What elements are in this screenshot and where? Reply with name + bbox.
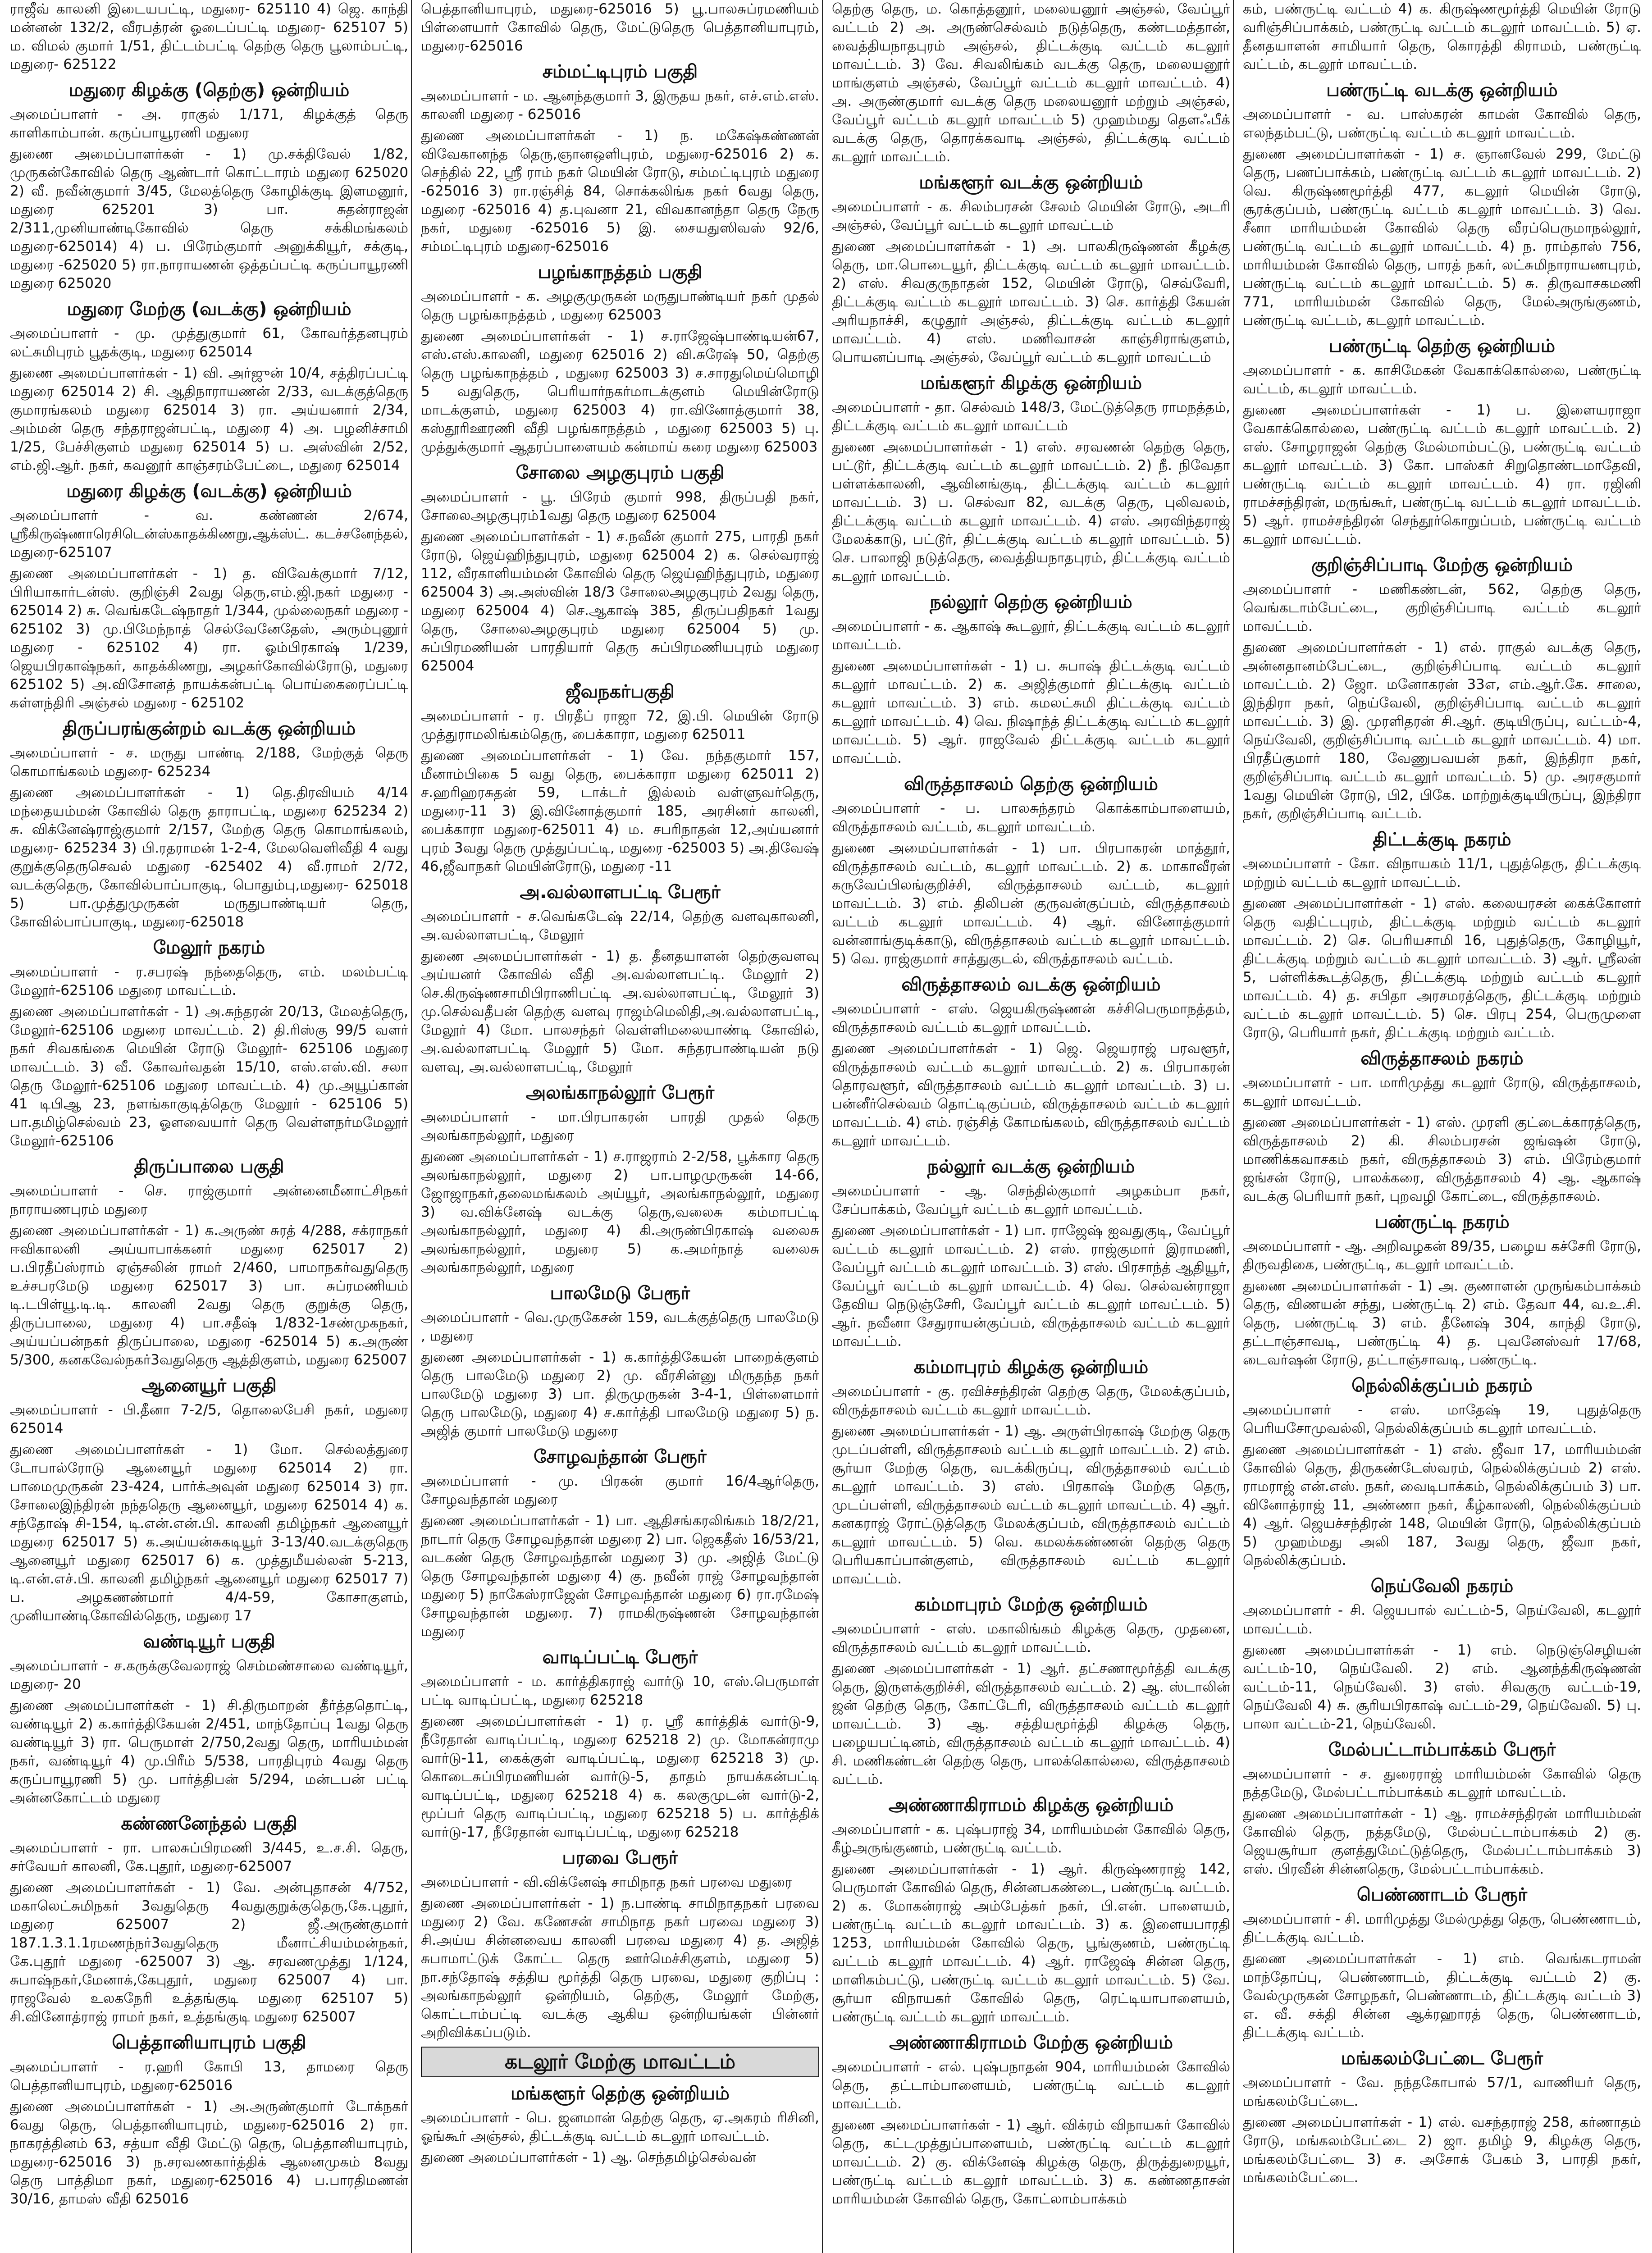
section-heading: மங்கலம்பேட்டை பேரூர் <box>1341 2048 1543 2069</box>
member-listing: துணை அமைப்பாளர்கள் - 1) எஸ். முரளி குட்டைக்காரத்தெரு, விருத்தாசலம் 2) கி. சிலம்பரசன் ஜங்ஷன் ரோடு, மாணிக்கவாசகம் நகர், விருத்தாசலம் 3) எம். பிரேம்குமார் ஜங்சன் ரோடு, பாலக்கரை, விருத்தாசலம் 4) ஆ. ஆகாஷ் வடக்கு பெரியார் நகர், புறவழி கோட்டை, விருத்தாசலம். <box>1243 1114 1641 1204</box>
member-listing: அமைப்பாளர் - க. ஆகாஷ் கூடலூர், திட்டக்குடி வட்டம் கடலூர் மாவட்டம். <box>832 618 1230 653</box>
member-listing: துணை அமைப்பாளர்கள் - 1) மு.சக்திவேல் 1/82, முருகன்கோவில் தெரு ஆண்டார் கொட்டாரம் மதுரை 625020 2) வீ. நவீன்குமார் 3/45, மேலத்தெரு கோழிக்குடி இளமனூர், மதுரை 625201 3) பா. சுதன்ராஜன் 2/311,முனியாண்டிகோவில் தெரு சக்கிமங்கலம் மதுரை-625014) 4) ப. பிரேம்குமார் அனுக்கியூர், சக்குடி, மதுரை -625020 5) ரா.நாராயணன் ஒத்தப்பட்டி கருப்பாயூரணி மதுரை 625020 <box>10 146 408 292</box>
member-listing: தெற்கு தெரு, ம. கொத்தனூர், மலையனூர் அஞ்சல், வேப்பூர் வட்டம் 2) அ. அருண்செல்வம் நடுத்தெரு, கண்டமத்தான், வைத்தியநாதபுரம் அஞ்சல், திட்டக்குடி வட்டம் கடலூர் மாவட்டம். 3) வே. சிவலிங்கம் வடக்கு தெரு, மலையனூர் மாங்குளம் அஞ்சல், வேப்பூர் வட்டம் கடலூர் மாவட்டம். 4) அ. அருண்குமார் வடக்கு தெரு மலையனூர் மற்றும் அஞ்சல், வேப்பூர் வட்டம் கடலூர் மாவட்டம் 5) முஹம்மது தௌஃபீக் வடக்கு தெரு, தொரக்கவாடி அஞ்சல், திட்டக்குடி வட்டம் கடலூர் மாவட்டம். <box>832 1 1230 165</box>
member-listing: துணை அமைப்பாளர்கள் - 1) பா. ராஜேஷ் ஐவதுகுடி, வேப்பூர் வட்டம் கடலூர் மாவட்டம். 2) எஸ். ராஜ்குமார் இராமணி, வேப்பூர் வட்டம் கடலூர் மாவட்டம். 3) எஸ். பிரசாந்த் ஆதியூர், வேப்பூர் வட்டம் கடலூர் மாவட்டம். 4) வெ. செல்வன்ராஜா தேவிய நெடுஞ்சேரி, வேப்பூர் வட்டம் கடலூர் மாவட்டம். 5) ஆர். நவீனா சேதுராயன்குப்பம், விருத்தாசலம் வட்டம் கடலூர் மாவட்டம். <box>832 1222 1230 1350</box>
section-heading: அண்ணாகிராமம் கிழக்கு ஒன்றியம் <box>888 1795 1174 1815</box>
member-listing: துணை அமைப்பாளர்கள் - 1) ந. மகேஷ்கண்ணன் விவேகானந்த தெரு,ஞானஒளிபுரம், மதுரை-625016 2) க. செந்தில் 22, ஸ்ரீ ராம் நகர் மெயின் ரோடு, சம்மட்டிபுரம் மதுரை -625016 3) ரா.ரஞ்சித் 84, சொக்கலிங்க நகர் 6வது தெரு, மதுரை -625016 4) த.புவனா 21, விவகானந்தா தெரு நேரு நகர், மதுரை -625016 5) இ. சையதுஸிவஸ் 92/6, சம்மட்டிபுரம் மதுரை-625016 <box>421 128 819 255</box>
member-listing: துணை அமைப்பாளர்கள் - 1) அ. பாலகிருஷ்ணன் கீழக்கு தெரு, மா.பொடையூர், திட்டக்குடி வட்டம் கடலூர் மாவட்டம். 2) எஸ். சிவகுருநாதன் 152, மெயின் ரோடு, செவ்வேரி, திட்டக்குடி வட்டம் கடலூர் மாவட்டம். 3) செ. கார்த்தி கேயன் அரியநாச்சி, கழுதூர் அஞ்சல், திட்டக்குடி வட்டம் கடலூர் மாவட்டம். 4) எஸ். மணிவாசன் காஞ்சிராங்குளம், பொயனப்பாடி அஞ்சல், வேப்பூர் வட்டம் கடலூர் மாவட்டம் <box>832 238 1230 365</box>
member-listing: பெத்தானியாபுரம், மதுரை-625016 5) பூ.பாலசுப்ரமணியம் பிள்ளையார் கோவில் தெரு, மேட்டுதெரு பெத்தானியாபுரம், மதுரை-625016 <box>421 1 819 54</box>
member-listing: ராஜீவ் காலனி இடையபட்டி, மதுரை- 625110 4) ஜெ. காந்தி மன்னன் 132/2, வீரபத்ரன் ஓடைப்பட்டி மதுரை- 625107 5) ம. விமல் குமார் 1/51, திட்டம்பட்டி தெற்கு தெரு பூலாம்பட்டி, மதுரை- 625122 <box>10 1 408 73</box>
member-listing: அமைப்பாளர் - கோ. விநாயகம் 11/1, புதுத்தெரு, திட்டக்குடி மற்றும் வட்டம் கடலூர் மாவட்டம். <box>1243 856 1641 890</box>
member-listing: அமைப்பாளர் - ச.வெங்கடேஷ் 22/14, தெற்கு வளவுகாலனி, அ.வல்லாளபட்டி, மேலூர் <box>421 908 819 943</box>
member-listing: அமைப்பாளர் - மு. முத்துகுமார் 61, கோவர்த்தனபுரம் லட்சுமிபுரம் பூதக்குடி, மதுரை 625014 <box>10 325 408 360</box>
member-listing: துணை அமைப்பாளர்கள் - 1) ப. சுபாஷ் திட்டக்குடி வட்டம் கடலூர் மாவட்டம். 2) க. அஜித்குமார் திட்டக்குடி வட்டம் கடலூர் மாவட்டம். 3) எம். கமலட்சுமி திட்டக்குடி வட்டம் கடலூர் மாவட்டம். 4) வெ. நிஷாந்த் திட்டக்குடி வட்டம் கடலூர் மாவட்டம். 5) ஆர். ராஜவேல் திட்டக்குடி வட்டம் கடலூர் மாவட்டம். <box>832 658 1230 766</box>
member-listing: துணை அமைப்பாளர்கள் - 1) த. விவேக்குமார் 7/12, பிரியாகார்டன்ஸ். குறிஞ்சி 2வது தெரு,எம்.ஜி.நகர் மதுரை - 625014 2) சு. வெங்கடேஷ்நாதர் 1/344, முல்லைநகர் மதுரை - 625102 3) மு.பிமேந்நாத் செல்வேனேதேஸ், அரும்புனூர் மதுரை - 625102 4) ரா. ஓம்பிரகாஷ் 1/239, ஜெயபிரகாஷ்நகர், காதக்கிணறு, அழகர்கோவில்ரோடு, மதுரை 625102 5) அ.விசோனத் நாயக்கன்பட்டி பொய்கைரைப்பட்டி கள்ளந்திரி அஞ்சல் மதுரை - 625102 <box>10 566 408 711</box>
member-listing: துணை அமைப்பாளர்கள் - 1) ஆ. அருள்பிரகாஷ் மேற்கு தெரு முடப்பள்ளி, விருத்தாசலம் வட்டம் கடலூர் மாவட்டம். 2) எம். சூர்யா மேற்கு தெரு, வடக்கிருப்பு, விருத்தாசலம் வட்டம் கடலூர் மாவட்டம். 3) எஸ். பிரகாஷ் மேற்கு தெரு, முடப்பள்ளி, விருத்தாசலம் வட்டம் கடலூர் மாவட்டம். 4) ஆர். கனகராஜ் ரோட்டுத்தெரு மேலக்குப்பம், விருத்தாசலம் வட்டம் கடலூர் மாவட்டம். 5) வெ. கமலக்கண்ணன் தெற்கு தெரு பெரியகாப்பான்குளம், விருத்தாசலம் வட்டம் கடலூர் மாவட்டம். <box>832 1423 1230 1587</box>
member-listing: துணை அமைப்பாளர்கள் - 1) த. தீனதயாளன் தெற்குவளவு அய்யனர் கோவில் வீதி அ.வல்லாளபட்டி. மேலூர் 2) செ.கிருஷ்ணசாமிபிராணிபட்டி அ.வல்லாளபட்டி, மேலூர் 3) மு.செல்வதீபன் தெற்கு வளவு ராஜம்மெலிதி,அ.வல்லாளபட்டி, மேலூர் 4) மோ. பாலசந்தர் வெள்ளிமலையாண்டி கோவில், அ.வல்லாளபட்டி மேலூர் 5) மோ. சுந்தரபாண்டியன் நடு வளவு, அ.வல்லாளபட்டி, மேலூர் <box>421 948 819 1075</box>
member-listing: அமைப்பாளர் - தா. செல்வம் 148/3, மேட்டுத்தெரு ராமநத்தம், திட்டக்குடி வட்டம் கடலூர் மாவட்டம் <box>832 399 1230 434</box>
member-listing: அமைப்பாளர் - ர.ஹரி கோபி 13, தாமரை தெரு பெத்தானியாபுரம், மதுரை-625016 <box>10 2059 408 2093</box>
member-listing: துணை அமைப்பாளர்கள் - 1) ஆர். தட்சணாமூர்த்தி வடக்கு தெரு, இருளக்குறிச்சி, விருத்தாசலம் வட்டம். 2) ஆ. ஸ்டாலின் ஜன் தெற்கு தெரு, கோட்டேரி, விருத்தாசலம் வட்டம் கடலூர் மாவட்டம். 3) ஆ. சத்தியமூர்த்தி கிழக்கு தெரு, பழையபட்டினம், விருத்தாசலம் வட்டம் கடலூர் மாவட்டம். 4) சி. மணிகண்டன் தெற்கு தெரு, பாலக்கொல்லை, விருத்தாசலம் வட்டம். <box>832 1660 1230 1788</box>
member-listing: அமைப்பாளர் - எஸ். மாதேஷ் 19, புதுத்தெரு பெரியசோமுவல்லி, நெல்லிக்குப்பம் கடலூர் மாவட்டம். <box>1243 1402 1641 1437</box>
member-listing: துணை அமைப்பாளர்கள் - 1) எல். வசந்தராஜ் 258, கர்ணாதம் ரோடு, மங்கலம்பேட்டை 2) ஜா. தமிழ் 9, கிழக்கு தெரு, மங்கலம்பேட்டை 3) ச. அசோக் பேகம் 3, பாரதி நகர், மங்கலம்பேட்டை. <box>1243 2114 1641 2186</box>
section-heading: பண்ருட்டி நகரம் <box>1374 1212 1510 1232</box>
member-listing: துணை அமைப்பாளர்கள் - 1) ஆர். கிருஷ்ணராஜ் 142, பெருமாள் கோவில் தெரு, சின்னபகண்டை, பண்ருட்டி வட்டம். 2) க. மோகன்ராஜ் அம்பேத்கர் நகர், பி.என். பாளையம், பண்ருட்டி வட்டம் கடலூர் மாவட்டம். 3) க. இளையபாரதி 1253, மாரியம்மன் கோவில் தெரு, பூங்குணம், பண்ருட்டி வட்டம் கடலூர் மாவட்டம். 4) ஆர். ராஜேஷ் சின்ன தெரு, மாளிகம்பட்டு, பண்ருட்டி வட்டம் கடலூர் மாவட்டம். 5) வே. சூர்யா விநாயகர் கோவில் தெரு, ரெட்டியாபாளையம், பண்ருட்டி வட்டம் கடலூர் மாவட்டம். <box>832 1861 1230 2025</box>
section-heading: மதுரை கிழக்கு (தெற்கு) ஒன்றியம் <box>68 80 350 100</box>
member-listing: துணை அமைப்பாளர்கள் - 1) சி.திருமாறன் தீர்த்ததொட்டி, வண்டியூர் 2) க.கார்த்திகேயன் 2/451, மாந்தோப்பு 1வது தெரு வண்டியூர் 3) ரா. பெருமாள் 2/750,2வது தெரு, மாரியம்மன் நகர், வண்டியூர் 4) மு.பிரீம் 5/538, பாரதிபுரம் 4வது தெரு கருப்பாயூரணி 5) மு. பார்த்திபன் 5/294, மன்டபன் பட்டி அன்னகோட்டம் மதுரை <box>10 1697 408 1806</box>
section-heading: சோலை அழகுபுரம் பகுதி <box>516 462 725 483</box>
column-2 <box>421 0 819 2253</box>
section-heading: பழங்காநத்தம் பகுதி <box>538 262 703 283</box>
member-listing: அமைப்பாளர் - எல். புஷ்பநாதன் 904, மாரியம்மன் கோவில் தெரு, தட்டாம்பாளையம், பண்ருட்டி வட்டம் கடலூர் மாவட்டம். <box>832 2059 1230 2112</box>
member-listing: கம், பண்ருட்டி வட்டம் 4) க. கிருஷ்ணமூர்த்தி மெயின் ரோடு வரிஞ்சிப்பாக்கம், பண்ருட்டி வட்டம் கடலூர் மாவட்டம். 5) ஏ. தீனதயாளன் சாமியார் தெரு, கொரத்தி கிராமம், பண்ருட்டி வட்டம், கடலூர் மாவட்டம். <box>1243 1 1641 73</box>
member-listing: துணை அமைப்பாளர்கள் - 1) எம். வெங்கடராமன் மாந்தோப்பு, பெண்ணாடம், திட்டக்குடி வட்டம் 2) கு. வேல்முருகன் சோழநகர், பெண்ணாடம், திட்டக்குடி வட்டம் 3) எ. வீ. சக்தி சின்ன ஆக்ரஹாரத் தெரு, பெண்ணாடம், திட்டக்குடி வட்டம். <box>1243 1951 1641 2041</box>
member-listing: துணை அமைப்பாளர்கள் - 1) எஸ். சரவணன் தெற்கு தெரு, பட்டூர், திட்டக்குடி வட்டம் கடலூர் மாவட்டம். 2) நீ. நிவேதா பள்ளக்காலனி, ஆவினங்குடி, திட்டக்குடி வட்டம் கடலூர் மாவட்டம். 3) ப. செல்வா 82, வடக்கு தெரு, புலிவலம், திட்டக்குடி வட்டம் கடலூர் மாவட்டம். 4) எஸ். அரவிந்தராஜ் மேலக்காடு, பட்டூர், திட்டக்குடி வட்டம் கடலூர் மாவட்டம். 5) செ. பாலாஜி நடுத்தெரு, வைத்தியநாதபுரம், திட்டக்குடி வட்டம் கடலூர் மாவட்டம். <box>832 439 1230 584</box>
member-listing: அமைப்பாளர் - ஆ. அறிவழகன் 89/35, பழைய கச்சேரி ரோடு, திருவதிகை, பண்ருட்டி, கடலூர் மாவட்டம். <box>1243 1238 1641 1273</box>
section-heading: விருத்தாசலம் வடக்கு ஒன்றியம் <box>901 974 1161 995</box>
section-heading: பண்ருட்டி தெற்கு ஒன்றியம் <box>1328 336 1556 356</box>
member-listing: துணை அமைப்பாளர்கள் - 1) அ.அருண்குமார் டோக்நகர் 6வது தெரு, பெத்தானியாபுரம், மதுரை-625016 2) ரா. நாகரத்தினம் 63, சத்யா வீதி மேட்டு தெரு, பெத்தானியாபுரம், மதுரை-625016 3) ந.சரவணகார்த்திக் ஆனைமுகம் 8வது தெரு பாத்திமா நகர், மதுரை-625016 4) ப.பாரதிமணன் 30/16, தாமஸ் வீதி 625016 <box>10 2098 408 2207</box>
member-listing: துணை அமைப்பாளர்கள் - 1) பா. பிரபாகரன் மாத்தூர், விருத்தாசலம் வட்டம், கடலூர் மாவட்டம். 2) க. மாகாவீரன் கருவேப்பிலங்குறிச்சி, விருத்தாசலம் வட்டம், கடலூர் மாவட்டம். 3) எம். திலிபன் குருவன்குப்பம், விருத்தாசலம் வட்டம் கடலூர் மாவட்டம். 4) ஆர். வினோத்குமார் வன்னாங்குடிக்காடு, விருத்தாசலம் வட்டம் கடலூர் மாவட்டம். 5) வெ. ராஜ்குமார் சாத்துகுடல், விருத்தாசலம் வட்டம். <box>832 840 1230 967</box>
section-heading: திட்டக்குடி நகரம் <box>1373 829 1511 850</box>
member-listing: அமைப்பாளர் - ரா. பாலசுப்பிரமணி 3/445, உ.ச.சி. தெரு, சர்வேயர் காலனி, கே.புதூர், மதுரை-625007 <box>10 1840 408 1874</box>
section-heading: வண்டியூர் பகுதி <box>143 1631 275 1652</box>
section-heading: பரவை பேரூர் <box>562 1847 678 1868</box>
member-listing: துணை அமைப்பாளர்கள் - 1) க.கார்த்திகேயன் பாறைக்குளம் தெரு பாலமேடு மதுரை 2) மு. வீரசின்னு மிருதந்த நகர் பாலமேடு மதுரை 3) பா. திருமுருகன் 3-4-1, பிள்ளைமார் தெரு பாலமேடு, மதுரை 4) ச.கார்த்தி பாலமேடு மதுரை 5) ந. அஜித் குமார் பாலமேடு மதுரை <box>421 1349 819 1439</box>
member-listing: அமைப்பாளர் - சி. ஜெயபால் வட்டம்-5, நெய்வேலி, கடலூர் மாவட்டம். <box>1243 1602 1641 1637</box>
member-listing: அமைப்பாளர் - ம. கார்த்திகராஜ் வார்டு 10, எஸ்.பெருமாள் பட்டி வாடிப்பட்டி, மதுரை 625218 <box>421 1674 819 1708</box>
section-heading: கம்மாபுரம் கிழக்கு ஒன்றியம் <box>913 1357 1149 1377</box>
column-4 <box>1243 0 1641 2253</box>
member-listing: துணை அமைப்பாளர்கள் - 1) ச. ஞானவேல் 299, மேட்டு தெரு, பணப்பாக்கம், பண்ருட்டி வட்டம் கடலூர் மாவட்டம். 2) வெ. கிருஷ்ணமூர்த்தி 477, கடலூர் மெயின் ரோடு, சூரக்குப்பம், பண்ருட்டி வட்டம் கடலூர் மாவட்டம். 3) வெ. சீனா மாரியம்மன் கோவில் தெரு வீரப்பெருமாநல்லூர், பண்ருட்டி வட்டம் கடலூர் மாவட்டம். 4) ந. ராம்தாஸ் 756, மாரியம்மன் கோவில் தெரு, பாரத் நகர், லட்சுமிநாராயணபுரம், பண்ருட்டி வட்டம் கடலூர் மாவட்டம். 5) சு. திருவாசகமணி 771, மாரியம்மன் கோவில் தெரு, மேல்அருங்குணம், பண்ருட்டி வட்டம், கடலூர் மாவட்டம். <box>1243 146 1641 328</box>
member-listing: அமைப்பாளர் - ர. பிரதீப் ராஜா 72, இ.பி. மெயின் ரோடு முத்துராமலிங்கம்தெரு, பைக்காரா, மதுரை 625011 <box>421 708 819 743</box>
section-heading: விருத்தாசலம் நகரம் <box>1360 1048 1524 1069</box>
section-heading: மங்களூர் வடக்கு ஒன்றியம் <box>919 172 1143 193</box>
section-heading: திருப்பரங்குன்றம் வடக்கு ஒன்றியம் <box>62 718 356 739</box>
member-listing: துணை அமைப்பாளர்கள் - 1) எஸ். ஜீவா 17, மாரியம்மன் கோவில் தெரு, திருகண்டேஸ்வரம், நெல்லிக்குப்பம் 2) எஸ். ராமராஜ் என்.எஸ். நகர், வைடிபாக்கம், நெல்லிக்குப்பம் 3) பா. வினோத்ராஜ் 11, அண்ணா நகர், கீழ்காலனி, நெல்லிக்குப்பம் 4) ஆர். ஜெயச்சந்திரன் 148, மெயின் ரோடு, நெல்லிக்குப்பம் 5) முஹம்மது அலி 187, 3வது தெரு, ஜீவா நகர், நெல்லிக்குப்பம். <box>1243 1441 1641 1569</box>
column-3 <box>832 0 1230 2253</box>
section-heading: மேல்பட்டாம்பாக்கம் பேரூர் <box>1328 1739 1556 1760</box>
section-heading: மேலூர் நகரம் <box>153 937 265 958</box>
member-listing: அமைப்பாளர் - பா. மாரிமுத்து கடலூர் ரோடு, விருத்தாசலம், கடலூர் மாவட்டம். <box>1243 1075 1641 1109</box>
section-heading: மங்களூர் தெற்கு ஒன்றியம் <box>511 2083 730 2104</box>
section-heading: மதுரை மேற்கு (வடக்கு) ஒன்றியம் <box>67 299 351 319</box>
member-listing: துணை அமைப்பாளர்கள் - 1) ஜெ. ஜெயராஜ் பரவளூர், விருத்தாசலம் வட்டம் கடலூர் மாவட்டம். 2) க. பிரபாகரன் தொரவளூர், விருத்தாசலம் வட்டம் கடலூர் மாவட்டம். 3) ப. பன்னீர்செல்வம் தொட்டிகுப்பம், விருத்தாசலம் வட்டம் கடலூர் மாவட்டம். 4) எம். ரஞ்சித் கோமங்கலம், விருத்தாசலம் வட்டம் கடலூர் மாவட்டம். <box>832 1040 1230 1149</box>
section-heading: ஆனையூர் பகுதி <box>141 1375 277 1396</box>
member-listing: துணை அமைப்பாளர்கள் - 1) வே. நந்தகுமார் 157, மீனாம்பிகை 5 வது தெரு, பைக்காரா மதுரை 625011 2) ச.ஹரிஹரசுதன் 59, டாக்டர் இல்லம் வள்ளுவர்தெரு, மதுரை-11 3) இ.வினோத்குமார் 185, அரசினர் காலனி, பைக்காரா மதுரை-625011 4) ம. சபரிநாதன் 12,அய்யனார் புரம் 3வது தெரு முத்துப்பட்டி, மதுரை -625003 5) அ.திவேஷ் 46,ஜீவாநகர் மெயின்ரோடு, மதுரை -11 <box>421 748 819 875</box>
section-heading: சம்மட்டிபுரம் பகுதி <box>542 61 698 82</box>
member-listing: துணை அமைப்பாளர்கள் - 1) எல். ராகுல் வடக்கு தெரு, அன்னதானம்பேட்டை, குறிஞ்சிப்பாடி வட்டம் கடலூர் மாவட்டம். 2) ஜோ. மனோகரன் 33எ, எம்.ஆர்.கே. சாலை, இந்திரா நகர், நெய்வேலி, குறிஞ்சிப்பாடி வட்டம் கடலூர் மாவட்டம். 3) இ. முரளிதரன் சி.ஆர். குடியிருப்பு, வட்டம்-4, நெய்வேலி, குறிஞ்சிப்பாடி வட்டம் கடலூர் மாவட்டம். 4) மா. பிரதீப்குமார் 180, வேணுபவயன் நகர், இந்திரா நகர், குறிஞ்சிப்பாடி வட்டம் கடலூர் மாவட்டம். 5) மு. அரசகுமார் 1வது மெயின் ரோடு, பி2, பிகே. மாற்றுக்குடியிருப்பு, இந்திரா நகர், குறிஞ்சிப்பாடி வட்டம். <box>1243 639 1641 822</box>
member-listing: துணை அமைப்பாளர்கள் - 1) ச.ராஜேஷ்பாண்டியன்67, எஸ்.எஸ்.காலனி, மதுரை 625016 2) வி.சுரேஷ் 50, தெற்கு தெரு பழங்காநத்தம் , மதுரை 625003 3) ச.சாரதுமெய்மொழி 5 வதுதெரு, பெரியார்நகர்மாடக்குளம் மெயின்ரோடு மாடக்குளம், மதுரை 625003 4) ரா.வினோத்குமார் 38, கஸ்தூரிஊரணி வீதி பழங்காநத்தம் , மதுரை 625003 5) பு. முத்துக்குமார் ஆதரப்பாளையம் கன்மாய் கரை மதுரை 625003 <box>421 328 819 455</box>
member-listing: அமைப்பாளர் - ப. பாலசுந்தரம் கொக்காம்பாளையம், விருத்தாசலம் வட்டம், கடலூர் மாவட்டம். <box>832 800 1230 835</box>
member-listing: துணை அமைப்பாளர்கள் - 1) ச.நவீன் குமார் 275, பாரதி நகர் ரோடு, ஜெய்ஹிந்துபுரம், மதுரை 625004 2) க. செல்வராஜ் 112, வீரகாளியம்மன் கோவில் தெரு ஜெய்ஹிந்துபுரம், மதுரை 625004 3) அ.அஸ்வின் 18/3 சோலைஅழகுபுரம் 2வது தெரு, மதுரை 625004 4) செ.ஆகாஷ் 385, திருப்பதிநகர் 1வது தெரு, சோலைஅழகுபுரம் மதுரை 625004 5) மு. சுப்பிரமணியன் பாரதியார் தெரு சுப்பிரமணியபுரம் மதுரை 625004 <box>421 529 819 674</box>
member-listing: துணை அமைப்பாளர்கள் - 1) ப. இளையராஜா வேகாக்கொல்லை, பண்ருட்டி வட்டம் கடலூர் மாவட்டம். 2) எஸ். சோழராஜன் தெற்கு மேல்மாம்பட்டு, பண்ருட்டி வட்டம் கடலூர் மாவட்டம். 3) கோ. பாஸ்கர் சிறுதொண்டமாதேவி, பண்ருட்டி வட்டம் கடலூர் மாவட்டம். 4) ரா. ரஜினி ராமச்சந்திரன், மருங்கூர், பண்ருட்டி வட்டம் கடலூர் மாவட்டம். 5) ஆர். ராமச்சந்திரன் செந்தூர்கொறுப்பம், பண்ருட்டி வட்டம் கடலூர் மாவட்டம். <box>1243 402 1641 547</box>
member-listing: துணை அமைப்பாளர்கள் - 1) பா. ஆதிசங்கரலிங்கம் 18/2/21, நாடார் தெரு சோழவந்தான் மதுரை 2) பா. ஜெகதீஸ் 16/53/21, வடகண் தெரு சோழவந்தான் மதுரை 3) மு. அஜித் மேட்டு தெரு சோழவந்தான் மதுரை 4) கு. நவீன் ராஜ் சோழவந்தான் மதுரை 5) நாகேஸ்ராஜேன் சோழவந்தான் மதுரை 6) ரா.ரமேஷ் சோழவந்தான் மதுரை. 7) ராமகிருஷ்ணன் சோழவந்தான் மதுரை <box>421 1513 819 1640</box>
section-heading: அலங்காநல்லூர் பேரூர் <box>525 1082 715 1103</box>
member-listing: அமைப்பாளர் - எஸ். மகாலிங்கம் கிழக்கு தெரு, முதனை, விருத்தாசலம் வட்டம் கடலூர் மாவட்டம். <box>832 1621 1230 1656</box>
member-listing: அமைப்பாளர் - பூ. பிரேம் குமார் 998, திருப்பதி நகர், சோலைஅழகுபுரம்1வது தெரு மதுரை 625004 <box>421 489 819 524</box>
member-listing: அமைப்பாளர் - ர.சபரஷ் நந்தைதெரு, எம். மலம்பட்டி மேலூர்-625106 மதுரை மாவட்டம். <box>10 964 408 999</box>
member-listing: துணை அமைப்பாளர்கள் - 1) க.அருண் சுரத் 4/288, சக்ராநகர் ஈவிகாலனி அய்யாபாக்கனர் மதுரை 625017 2) ப.பிரதீப்ஸ்ராம் ஏஞ்சலின் ராமர் 2/460, பாமாநகர்வதுதெரு உச்சபரமேடு மதுரை 625017 3) பா. சுப்ரமணியம் டி.டபிள்யூ.டி.டி. காலனி 2வது தெரு குறுக்கு தெரு, திருப்பாலை, மதுரை 4) பா.சதீஷ் 1/832-1சண்முகநகர், அய்யப்பன்நகர் திருப்பாலை, மதுரை -625014 5) க.அருண் 5/300, கனகவேல்நகர்3வதுதெரு ஆத்திகுளம், மதுரை 625007 <box>10 1222 408 1368</box>
member-listing: துணை அமைப்பாளர்கள் - 1) ர. ஸ்ரீ கார்த்திக் வார்டு-9, நீரேதான் வாடிப்பட்டி, மதுரை 625218 2) மு. மோகன்ராமு வார்டு-11, கைக்குள் வாடிப்பட்டி, மதுரை 625218 3) மு. கொடைசுப்பிரமணியன் வார்டு-5, தாதம் நாயக்கன்பட்டி வாடிப்பட்டி, மதுரை 625218 4) க. கலகுமுடன் வார்டு-2, மூப்பர் தெரு வாடிப்பட்டி, மதுரை 625218 5) ப. கார்த்திக் வார்டு-17, நீரேதான் வாடிப்பட்டி, மதுரை 625218 <box>421 1713 819 1840</box>
section-heading: அ.வல்லாளபட்டி பேரூர் <box>520 882 721 903</box>
section-heading: மங்களூர் கிழக்கு ஒன்றியம் <box>920 373 1142 393</box>
member-listing: அமைப்பாளர் - சி. மாரிமுத்து மேல்முத்து தெரு, பெண்ணாடம், திட்டக்குடி வட்டம். <box>1243 1911 1641 1946</box>
member-listing: அமைப்பாளர் - க. அழகுமுருகன் மருதுபாண்டியர் நகர் முதல் தெரு பழங்காநத்தம் , மதுரை 625003 <box>421 288 819 323</box>
member-listing: அமைப்பாளர் - எஸ். ஜெயகிருஷ்ணன் கச்சிபெருமாநத்தம், விருத்தாசலம் வட்டம் கடலூர் மாவட்டம். <box>832 1001 1230 1035</box>
section-heading: நல்லூர் தெற்கு ஒன்றியம் <box>930 592 1132 612</box>
member-listing: அமைப்பாளர் - மா.பிரபாகரன் பாரதி முதல் தெரு அலங்காநல்லூர், மதுரை <box>421 1109 819 1144</box>
member-listing: துணை அமைப்பாளர்கள் - 1) தெ.திரவியம் 4/14 மந்தையம்மன் கோவில் தெரு தாராபட்டி, மதுரை 625234 2) சு. விக்னேஷ்ராஜ்குமார் 2/157, மேற்கு தெரு கொமாங்கலம், மதுரை- 625234 3) பி.ரதராமன் 1-2-4, மேலவெளிவீதி 4 வது குறுக்குதெருசெவல் மதுரை -625402 4) வீ.ராமர் 2/72, வடக்குதெரு, கோவில்பாப்பாகுடி, பொதும்பு,மதுரை- 625018 5) பா.முத்துமுருகன் மருதுபாண்டியர் தெரு, கோவில்பாப்பாகுடி, மதுரை-625018 <box>10 784 408 930</box>
member-listing: அமைப்பாளர் - மு. பிரகன் குமார் 16/4ஆர்தெரு, சோழவந்தான் மதுரை <box>421 1473 819 1508</box>
member-listing: அமைப்பாளர் - அ. ராகுல் 1/171, கிழக்குத் தெரு காளிகாம்பான். கருப்பாயூரணி மதுரை <box>10 106 408 141</box>
member-listing: துணை அமைப்பாளர்கள் - 1) எஸ். கலையரசன் கைக்கோளர் தெரு வதிட்டபுரம், திட்டக்குடி மற்றும் வட்டம் கடலூர் மாவட்டம். 2) செ. பெரியசாமி 16, புதுத்தெரு, கோழியூர், திட்டக்குடி மற்றும் வட்டம் கடலூர் மாவட்டம். 3) ஆர். ஸ்ரீலன் 5, பள்ளிக்கூடத்தெரு, திட்டக்குடி மற்றும் வட்டம் கடலூர் மாவட்டம். 4) த. சபிதா அரசமரத்தெரு, திட்டக்குடி மற்றும் வட்டம் கடலூர் மாவட்டம். 5) செ. பிரபு 254, பெருமுளை ரோடு, பெரியார் நகர், திட்டக்குடி மற்றும் வட்டம். <box>1243 895 1641 1041</box>
section-heading: பாலமேடு பேரூர் <box>550 1283 690 1304</box>
member-listing: அமைப்பாளர் - ச. துரைராஜ் மாரியம்மன் கோவில் தெரு நத்தமேடு, மேல்பட்டாம்பாக்கம் கடலூர் மாவட்டம். <box>1243 1766 1641 1801</box>
section-heading: சோழவந்தான் பேரூர் <box>534 1446 707 1467</box>
section-heading: பெண்ணாடம் பேரூர் <box>1356 1884 1528 1905</box>
member-listing: அமைப்பாளர் - ஆ. செந்தில்குமார் அழகம்பா நகர், சேப்பாக்கம், வேப்பூர் வட்டம் கடலூர் மாவட்டம். <box>832 1183 1230 1218</box>
member-listing: அமைப்பாளர் - வி.விக்னேஷ் சாமிநாத நகர் பரவை மதுரை <box>421 1874 792 1890</box>
column-divider <box>1233 0 1234 2253</box>
member-listing: துணை அமைப்பாளர்கள் - 1) அ. குணாளன் முருங்கம்பாக்கம் தெரு, விணயன் சந்து, பண்ருட்டி 2) எம். தேவா 44, வ.உ.சி. தெரு, பண்ருட்டி 3) எம். தீனேஷ் 304, காந்தி ரோடு, தட்டாஞ்சாவடி, பண்ருட்டி 4) த. புவனேஸ்வர் 17/68, டைவர்ஷன் ரோடு, தட்டாஞ்சாவடி, பண்ருட்டி. <box>1243 1278 1641 1368</box>
section-heading: நெல்லிக்குப்பம் நகரம் <box>1351 1375 1533 1396</box>
member-listing: அமைப்பாளர் - வ. பாஸ்கரன் காமன் கோவில் தெரு, எலந்தம்பட்டு, பண்ருட்டி வட்டம் கடலூர் மாவட்டம். <box>1243 106 1641 141</box>
section-heading: கண்ணனேந்தல் பகுதி <box>121 1813 297 1834</box>
member-listing: அமைப்பாளர் - ம. ஆனந்தகுமார் 3, இருதய நகர், எச்.எம்.எஸ். காலனி மதுரை - 625016 <box>421 88 819 123</box>
member-listing: துணை அமைப்பாளர்கள் - 1) ந.பாண்டி சாமிநாதநகர் பரவை மதுரை 2) வே. கணேசன் சாமிநாத நகர் பரவை மதுரை 3) சி.அய்ய சின்னவைய காலனி பரவை மதுரை 4) த. அஜித் சுபாமாட்டுக் கோட்ட தெரு ஊர்மெச்சிகுளம், மதுரை 5) நா.சந்தோஷ் சத்திய மூர்த்தி தெரு பரவை, மதுரை குறிப்பு : அலங்காநல்லூர் ஒன்றியம், தெற்கு, மேலூர் மேற்கு, கொட்டாம்பட்டி வடக்கு ஆகிய ஒன்றியங்கள் பின்னர் அறிவிக்கப்படும். <box>421 1895 819 2041</box>
member-listing: துணை அமைப்பாளர்கள் - 1) எம். நெடுஞ்செழியன் வட்டம்-10, நெய்வேலி. 2) எம். ஆனந்த்கிருஷ்ணன் வட்டம்-11, நெய்வேலி. 3) எஸ். சிவகுரு வட்டம்-19, நெய்வேலி 4) சு. சூரியபிரகாஷ் வட்டம்-29, நெய்வேலி. 5) பு. பாலா வட்டம்-21, நெய்வேலி. <box>1243 1642 1641 1732</box>
member-listing: அமைப்பாளர் - வே. நந்தகோபால் 57/1, வாணியர் தெரு, மங்கலம்பேட்டை. <box>1243 2075 1641 2109</box>
member-listing: அமைப்பாளர் - க. சிலம்பரசன் சேலம் மெயின் ரோடு, அடரி அஞ்சல், வேப்பூர் வட்டம் கடலூர் மாவட்டம் <box>832 199 1230 233</box>
section-heading: திருப்பாலை பகுதி <box>134 1156 284 1177</box>
member-listing: துணை அமைப்பாளர்கள் - 1) ச.ராஜராம் 2-2/58, பூக்கார தெரு அலங்காநல்லூர், மதுரை 2) பா.பாழமுருகன் 14-66, ஜோஜாநகர்,தலைமங்கலம் அய்யூர், அலங்காநல்லூர், மதுரை 3) வ.விக்னேஷ் வடக்கு தெரு,வலைசு கம்மாபட்டி அலங்காநல்லூர், மதுரை 4) கி.அருண்பிரகாஷ் வலைசு அலங்காநல்லூர், மதுரை 5) க.அமர்நாத் வலைசு அலங்காநல்லூர், மதுரை <box>421 1149 819 1276</box>
member-listing: துணை அமைப்பாளர்கள் - 1) ஆர். விக்ரம் விநாயகர் கோவில் தெரு, கட்டமுத்துப்பாளையம், பண்ருட்டி வட்டம் கடலூர் மாவட்டம். 2) கு. விக்னேஷ் கிழக்கு தெரு, திருத்துறையூர், பண்ருட்டி வட்டம் கடலூர் மாவட்டம். 3) க. கண்ணதாசன் மாரியம்மன் கோவில் தெரு, கோட்லாம்பாக்கம் <box>832 2117 1230 2207</box>
section-heading: மதுரை கிழக்கு (வடக்கு) ஒன்றியம் <box>66 481 352 502</box>
member-listing: அமைப்பாளர் - செ. ராஜ்குமார் அன்னைமீனாட்சிநகர் நாராயணபுரம் மதுரை <box>10 1183 408 1218</box>
section-heading: ஜீவநகர்பகுதி <box>566 681 675 702</box>
member-listing: அமைப்பாளர் - க. புஷ்பராஜ் 34, மாரியம்மன் கோவில் தெரு, கீழ்அருங்குணம், பண்ருட்டி வட்டம். <box>832 1821 1230 1856</box>
section-heading: பெத்தானியாபுரம் பகுதி <box>112 2032 306 2053</box>
section-heading: அண்ணாகிராமம் மேற்கு ஒன்றியம் <box>889 2032 1173 2053</box>
member-listing: அமைப்பாளர் - கு. ரவிச்சந்திரன் தெற்கு தெரு, மேலக்குப்பம், விருத்தாசலம் வட்டம் கடலூர் மாவட்டம். <box>832 1383 1230 1418</box>
section-heading: கம்மாபுரம் மேற்கு ஒன்றியம் <box>914 1594 1148 1615</box>
member-listing: துணை அமைப்பாளர்கள் - 1) அ.சுந்தரன் 20/13, மேலத்தெரு, மேலூர்-625106 மதுரை மாவட்டம். 2) தி.ரிஸ்கு 99/5 வளர் நகர் சிவகங்கை மெயின் ரோடு மேலூர்- 625106 மதுரை மாவட்டம். 3) வீ. கோவர்வதன் 15/10, எஸ்.எஸ்.வி. சலா தெரு மேலூர்-625106 மதுரை மாவட்டம். 4) மு.அயூப்கான் 41 டிபிஆ 23, நளங்காகுடித்தெரு மேலூர் - 625106 5) பா.தமிழ்செல்வம் 23, ஓளவையார் தெரு வெள்ளநர்மமேலூர் மேலூர்-625106 <box>10 1003 408 1149</box>
section-heading: விருத்தாசலம் தெற்கு ஒன்றியம் <box>904 774 1158 794</box>
member-listing: அமைப்பாளர் - பி.தீனா 7-2/5, தொலைபேசி நகர், மதுரை 625014 <box>10 1402 408 1437</box>
column-divider <box>411 0 412 2253</box>
member-listing: துணை அமைப்பாளர்கள் - 1) ஆ. ராமச்சந்திரன் மாரியம்மன் கோவில் தெரு, நத்தமேடு, மேல்பட்டாம்பாக்கம் 2) கு. ஜெயசூர்யா குளத்துமேட்டுத்தெரு, மேல்பட்டாம்பாக்கம் 3) எஸ். பிரவீன் சின்னதெரு, மேல்பட்டாம்பாக்கம். <box>1243 1806 1641 1877</box>
member-listing: அமைப்பாளர் - ச. மருது பாண்டி 2/188, மேற்குத் தெரு கொமாங்கலம் மதுரை- 625234 <box>10 745 408 780</box>
column-1 <box>10 0 408 2253</box>
section-heading: வாடிப்பட்டி பேரூர் <box>542 1647 698 1668</box>
column-divider <box>822 0 823 2253</box>
section-heading: நெய்வேலி நகரம் <box>1370 1576 1514 1596</box>
member-listing: துணை அமைப்பாளர்கள் - 1) வி. அர்ஜுன் 10/4, சத்திரப்பட்டி மதுரை 625014 2) சி. ஆதிநாராயணன் 2/33, வடக்குத்தெரு குமாரங்கலம் மதுரை 625014 3) ரா. அய்யனார் 2/34, அம்மன் தெரு சந்தராஜன்பட்டி, மதுரை 4) அ. பழனிச்சாமி 1/25, பேச்சிகுளம் மதுரை 625014 5) ப. அஸ்வின் 2/52, எம்.ஜி.ஆர். நகர், கவனூர் காஞ்சரம்பேட்டை, மதுரை 625014 <box>10 365 408 474</box>
member-listing: அமைப்பாளர் - க. காசிமேகன் வேகாக்கொல்லை, பண்ருட்டி வட்டம், கடலூர் மாவட்டம். <box>1243 362 1641 397</box>
member-listing: அமைப்பாளர் - வெ.முருகேசன் 159, வடக்குத்தெரு பாலமேடு , மதுரை <box>421 1309 819 1344</box>
section-heading: நல்லூர் வடக்கு ஒன்றியம் <box>927 1156 1135 1177</box>
member-listing: துணை அமைப்பாளர்கள் - 1) ஆ. செந்தமிழ்செல்வன் <box>421 2149 756 2166</box>
section-heading: குறிஞ்சிப்பாடி மேற்கு ஒன்றியம் <box>1311 555 1573 575</box>
member-listing: அமைப்பாளர் - ச.கருக்குவேலராஜ் செம்மண்சாலை வண்டியூர், மதுரை- 20 <box>10 1658 408 1692</box>
district-banner: கடலூர் மேற்கு மாவட்டம் <box>421 2047 819 2077</box>
member-listing: அமைப்பாளர் - மணிகண்டன், 562, தெற்கு தெரு, வெங்கடாம்பேட்டை, குறிஞ்சிப்பாடி வட்டம் கடலூர் மாவட்டம். <box>1243 581 1641 634</box>
member-listing: அமைப்பாளர் - வ. கண்ணன் 2/674, ஸ்ரீகிருஷ்ணாரெசிடென்ஸ்காதக்கிணறு,ஆக்ஸ்ட். கடச்சனேந்தல், மதுரை-625107 <box>10 507 408 561</box>
member-listing: துணை அமைப்பாளர்கள் - 1) மோ. செல்லத்துரை டோபால்ரோடு ஆனையூர் மதுரை 625014 2) ரா. பாமைமுருகன் 23-424, பார்க்அவுன் மதுரை 625014 3) ரா. சோலைஇந்திரன் நந்ததெரு ஆனையூர், மதுரை 625014 4) க. சந்தோஷ் சி-154, டி.என்.என்.பி. காலனி தமிழ்நகர் ஆனையூர் மதுரை 625017 5) க.அய்யன்சுகடியூர் 3-13/40.வடக்குதெரு ஆனையூர் மதுரை 625017 6) க. முத்துமீயல்லன் 5-213, டி.என்.எச்.பி. காலனி தமிழ்நகர் ஆனையூர் மதுரை 625017 7) ப. அழகணண்மார் 4/4-59, கோசாகுளம், முனியாண்டிகோவில்தெரு, மதுரை 17 <box>10 1441 408 1624</box>
member-listing: அமைப்பாளர் - பெ. ஜனமான் தெற்கு தெரு, ஏ.அகரம் ரிசினி, ஓங்கூர் அஞ்சல், திட்டக்குடி வட்டம் கடலூர் மாவட்டம். <box>421 2110 819 2144</box>
section-heading: பண்ருட்டி வடக்கு ஒன்றியம் <box>1326 80 1558 100</box>
member-listing: துணை அமைப்பாளர்கள் - 1) வே. அன்புதாசன் 4/752, மகாலெட்சுமிநகர் 3வதுதெரு 4வதுகுறுக்குதெரு,கே.புதூர், மதுரை 625007 2) ஜீ.அருண்குமார் 187.1.3.1.1ரமணந்நர்3வதுதெரு மீனாட்சியம்மன்நகர், கே.புதூர் மதுரை -625007 3) ஆ. சரவணமுத்து 1/124, சுபாஷ்நகர்,மேனாக்,கேபுதூர், மதுரை 625007 4) பா. ராஜவேல் உலகநேரி உத்தங்குடி மதுரை 625107 5) சி.வினோத்ராஜ் ராமர் நகர், உத்தங்குடி மதுரை 625007 <box>10 1879 408 2025</box>
